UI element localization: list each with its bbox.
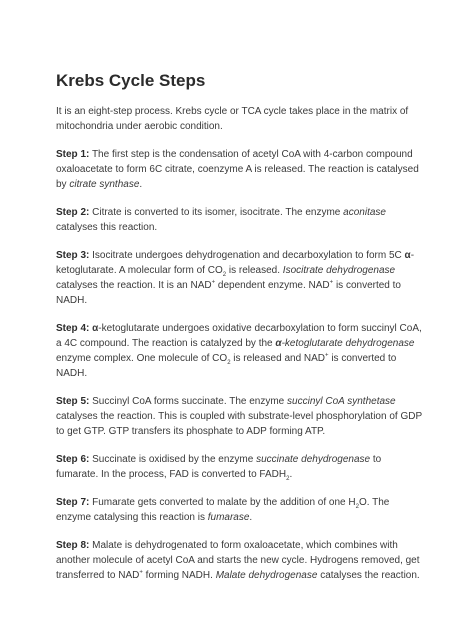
- step-label: Step 8:: [56, 540, 90, 551]
- step-label: Step 1:: [56, 149, 90, 160]
- intro-paragraph: It is an eight-step process. Krebs cycle or TCA cycle takes place in the matrix of mitochondria under aerobic condition.: [56, 106, 409, 132]
- enzyme-name: fumarase: [207, 512, 250, 523]
- enzyme-name: aconitase: [343, 207, 386, 218]
- step-6: Step 6: Succinate is oxidised by the enzyme succinate dehydrogenase to fumarate. In the process, FAD is converted to $FADH_2$.: [56, 454, 382, 482]
- step-7: Step 7: Fumarate gets converted to malate by the addition of one $H_2O$. The enzyme catalysing this reaction is fumarase.: [56, 497, 390, 523]
- alpha-symbol: α: [92, 323, 99, 334]
- step-5: Step 5: Succinyl CoA forms succinate. The enzyme succinyl CoA synthetase catalyses the reaction. This is coupled with substrate-level phosphorylation of GDP to get GTP. GTP transfers its phosphate to ADP forming ATP.: [56, 396, 422, 437]
- step-label: Step 3:: [56, 250, 90, 261]
- enzyme-name: citrate synthase: [69, 179, 140, 190]
- step-4: Step 4: α-ketoglutarate undergoes oxidative decarboxylation to form succinyl CoA, a 4C compound. The reaction is catalyzed by the α-ketoglutarate dehydrogenase enzyme complex. One molecule of $CO_2$ is released and NAD+ is converted to NADH.: [56, 323, 422, 379]
- page-title: Krebs Cycle Steps: [56, 71, 206, 90]
- enzyme-name: succinyl CoA synthetase: [287, 396, 396, 407]
- step-label: Step 7:: [56, 497, 90, 508]
- step-label: Step 5:: [56, 396, 90, 407]
- step-label: Step 6:: [56, 454, 90, 465]
- alpha-symbol: α: [404, 250, 411, 261]
- step-1: Step 1: The first step is the condensation of acetyl CoA with 4-carbon compound oxaloacetate to form 6C citrate, coenzyme A is released. The reaction is catalysed by citrate synthase.: [56, 149, 419, 190]
- enzyme-name: -ketoglutarate dehydrogenase: [281, 338, 415, 349]
- enzyme-name: Isocitrate dehydrogenase: [282, 265, 396, 276]
- step-2: Step 2: Citrate is converted to its isomer, isocitrate. The enzyme aconitase catalyses this reaction.: [56, 207, 386, 233]
- step-label: Step 2:: [56, 207, 90, 218]
- step-label: Step 4:: [56, 323, 90, 334]
- document-content: [56, 70, 422, 596]
- enzyme-name: Malate dehydrogenase: [215, 570, 318, 581]
- step-8: Step 8: Malate is dehydrogenated to form oxaloacetate, which combines with another molecule of acetyl CoA and starts the new cycle. Hydrogens removed, get transferred to NAD+ forming NADH. Malate dehydrogenase catalyses the reaction.: [56, 540, 420, 581]
- enzyme-name: succinate dehydrogenase: [256, 454, 371, 465]
- alpha-symbol: α: [275, 338, 282, 349]
- step-3: Step 3: Isocitrate undergoes dehydrogenation and decarboxylation to form 5C α-ketoglutarate. A molecular form of $CO_2$ is released. Isocitrate dehydrogenase catalyses the reaction. It is an NAD+ dependent enzyme. NAD+ is converted to NADH.: [56, 250, 415, 306]
